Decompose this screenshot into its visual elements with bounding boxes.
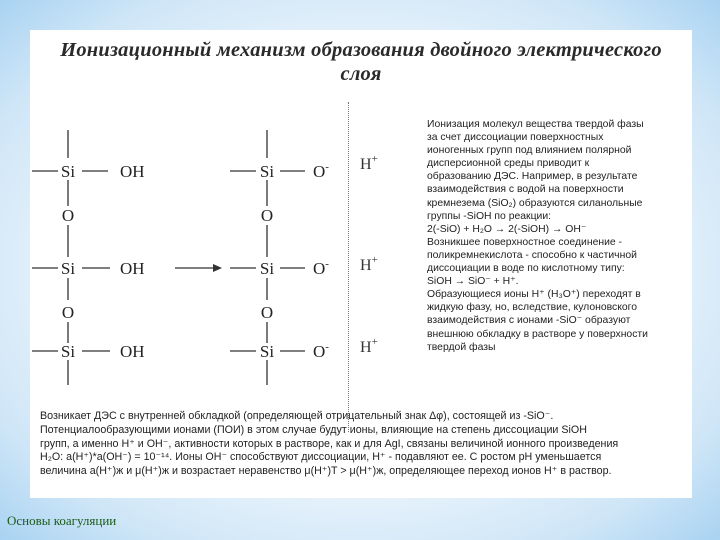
counter-ion-h-1: H+ (360, 153, 378, 173)
left-si-1: Si (60, 162, 76, 181)
footer-caption: Основы коагуляции (7, 513, 117, 528)
left-si-3: Si (60, 342, 76, 361)
right-bridge-o-1: O (260, 206, 274, 225)
right-si-2: Si (259, 259, 275, 278)
conclusion-line: величина a(H⁺)ж и μ(H⁺)ж и возрастает неравенство μ(H⁺)T > μ(H⁺)ж, определяющее переход ионов H⁺ в раствор. (40, 465, 612, 478)
left-si-2: Si (60, 259, 76, 278)
conclusion-line: Возникает ДЭС с внутренней обкладкой (определяющей отрицательный знак Δφ), состоящей из -SiO⁻. (40, 410, 554, 422)
explanation-line: дисперсионной среды приводит к (427, 158, 590, 170)
explanation-line: образованию ДЭС. Например, в результате (427, 171, 638, 183)
explanation-line: кремнезема (SiO₂) образуются силанольные (427, 197, 643, 209)
counter-ion-h-2: H+ (360, 254, 378, 274)
title-line-2: слоя (340, 63, 382, 85)
right-bridge-o-2: O (260, 303, 274, 322)
conclusion-line: H₂O: a(H⁺)*a(OH⁻) = 10⁻¹⁴. Ионы OH⁻ способствуют диссоциации, H⁺ - подавляют ее. С ростом pH уменьшается (40, 451, 602, 464)
reaction-arrow-icon (213, 264, 222, 272)
right-si-1: Si (259, 162, 275, 181)
explanation-line: взаимодействия с ионами -SiO⁻ образуют (427, 315, 631, 327)
explanation-line: группы -SiOH по реакции: (427, 210, 552, 222)
explanation-line: твердой фазы (427, 341, 496, 353)
explanation-line: Ионизация молекул вещества твердой фазы (427, 119, 644, 130)
right-o-minus-2: O- (313, 258, 329, 278)
counter-ion-h-3: H+ (360, 336, 378, 356)
left-bridge-o-1: O (61, 206, 75, 225)
left-oh-2: OH (120, 259, 145, 278)
explanation-line: за счет диссоциации поверхностных (427, 132, 604, 144)
explanation-line: поликремнекислота - способно к частичной (427, 249, 637, 261)
explanation-line: SiOH → SiO⁻ + H⁺. (427, 276, 519, 288)
explanation-line: жидкую фазу, но, вследствие, кулоновского (427, 302, 638, 314)
explanation-line: 2(-SiO) + H₂O → 2(-SiOH) → OH⁻ (427, 223, 587, 235)
explanation-line: диссоциации в воде по кислотному типу: (427, 263, 625, 275)
right-si-3: Si (259, 342, 275, 361)
conclusion-line: Потенциалообразующими ионами (ПОИ) в этом случае будут ионы, влияющие на степень диссоциации SiOH (40, 423, 587, 436)
title-line-1: Ионизационный механизм образования двойного электрического (60, 39, 662, 61)
explanation-line: Образующиеся ионы H⁺ (H₃O⁺) переходят в (427, 289, 641, 301)
left-oh-3: OH (120, 342, 145, 361)
explanation-line: Возникшее поверхностное соединение - (427, 236, 623, 248)
right-o-minus-1: O- (313, 161, 329, 181)
explanation-line: взаимодействия с водой на поверхности (427, 184, 624, 196)
left-oh-1: OH (120, 162, 145, 181)
conclusion-line: групп, а именно H⁺ и OH⁻, активности которых в растворе, как и для AgI, связаны величиной ионного произведения (40, 437, 619, 450)
left-bridge-o-2: O (61, 303, 75, 322)
explanation-line: ионогенных групп под влиянием полярной (427, 145, 632, 157)
slide-page (30, 30, 692, 498)
right-o-minus-3: O- (313, 341, 329, 361)
explanation-text (427, 118, 689, 354)
explanation-line: внешнюю обкладку в растворе у поверхности (427, 328, 648, 340)
conclusion-text (40, 410, 690, 479)
